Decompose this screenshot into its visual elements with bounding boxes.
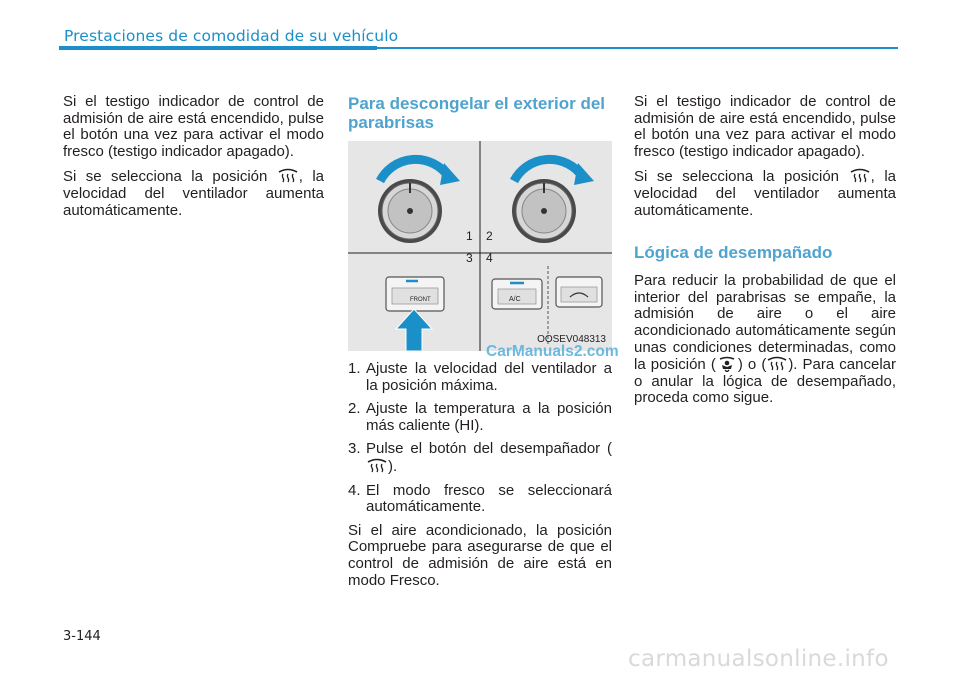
ac-button-label: A/C <box>509 296 521 303</box>
defrost-icon <box>766 356 788 372</box>
defrost-icon <box>277 168 299 184</box>
header-rule <box>59 46 377 50</box>
page-number: 3-144 <box>63 629 101 644</box>
panel-number: 4 <box>486 251 493 265</box>
control-panel-figure <box>348 141 612 351</box>
paragraph: Si se selecciona la posición , la velocidad del ventilador aumenta automáticamente. <box>634 168 897 219</box>
paragraph: Si se selecciona la posición , la velocidad del ventilador aumenta automáticamente. <box>63 168 325 219</box>
temperature-knob <box>512 159 594 243</box>
column-right <box>634 94 896 415</box>
floor-defrost-icon <box>716 356 738 372</box>
list-item: 3. Pulse el botón del desempañador (). <box>348 440 612 475</box>
arrow-up-icon <box>396 309 432 351</box>
column-left <box>63 94 324 227</box>
section-heading: Para descongelar el exterior del parabrisas <box>348 94 606 132</box>
paragraph: Para reducir la probabilidad de que el interior del parabrisas se empañe, la admisión de aire o el aire acondicionado automáticamente según unas condiciones determinadas, como la posición ( ) o ( ). Para cancelar o anular la lógica de desempañado, proceda como sigue. <box>634 272 896 407</box>
panel-number: 1 <box>466 229 473 243</box>
defrost-icon <box>366 458 388 474</box>
defrost-button-panel <box>386 277 444 351</box>
watermark: CarManuals2.com <box>486 343 619 360</box>
fan-speed-knob <box>378 159 460 243</box>
paragraph: Si el testigo indicador de control de admisión de aire está encendido, pulse el botón una vez para activar el modo fresco (testigo indicador apagado). <box>63 93 324 160</box>
panel-number: 3 <box>466 251 473 265</box>
header-rule-thin <box>377 47 898 49</box>
steps-list <box>348 361 612 516</box>
figure-code: OOSEV048313 <box>537 334 606 346</box>
paragraph: Si el aire acondicionado, la posición Compruebe para asegurarse de que el control de admisión de aire está en modo Fresco. <box>348 521 612 589</box>
defrost-icon <box>849 168 871 184</box>
footer-watermark: carmanualsonline.info <box>628 646 889 672</box>
list-item: 4. El modo fresco se seleccionará automáticamente. <box>348 481 612 516</box>
panel-number: 2 <box>486 229 493 243</box>
section-title: Prestaciones de comodidad de su vehículo <box>64 27 399 45</box>
paragraph: Si el testigo indicador de control de admisión de aire está encendido, pulse el botón una vez para activar el modo fresco (testigo indicador apagado). <box>634 93 896 160</box>
list-item: 1. Ajuste la velocidad del ventilador a la posición máxima. <box>348 360 612 394</box>
section-heading: Lógica de desempañado <box>634 243 833 263</box>
front-button-label: FRONT <box>410 297 431 303</box>
list-item: 2. Ajuste la temperatura a la posición más caliente (HI). <box>348 400 612 434</box>
